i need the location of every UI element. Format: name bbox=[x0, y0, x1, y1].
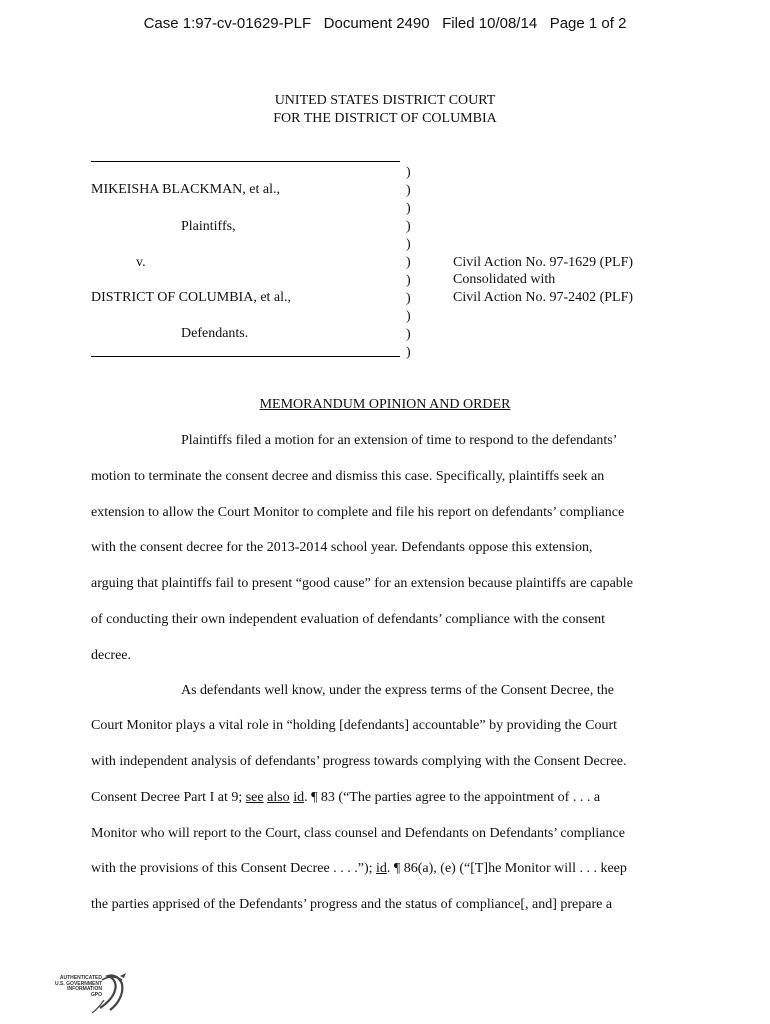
ecf-header bbox=[0, 15, 770, 32]
seal-line-2: U.S. GOVERNMENT bbox=[55, 980, 102, 987]
citation-also: also bbox=[267, 790, 290, 805]
body-line: Plaintiffs filed a motion for an extension of time to respond to the defendants’ bbox=[181, 433, 618, 448]
body-line: extension to allow the Court Monitor to complete and file his report on defendants’ compliance bbox=[91, 505, 625, 520]
body-line: motion to terminate the consent decree and dismiss this case. Specifically, plaintiffs seek an bbox=[91, 469, 605, 484]
header-case-number: Case 1:97-cv-01629-PLF bbox=[143, 15, 312, 32]
caption-top-rule bbox=[91, 161, 400, 162]
gpo-authentication-seal bbox=[44, 970, 130, 1016]
civil-action-number-1: Civil Action No. 97-1629 (PLF) bbox=[453, 255, 634, 270]
caption-defendant: DISTRICT OF COLUMBIA, et al., bbox=[91, 290, 292, 305]
court-name-line2: FOR THE DISTRICT OF COLUMBIA bbox=[273, 111, 497, 126]
consolidated-with: Consolidated with bbox=[453, 272, 556, 287]
court-name-line1: UNITED STATES DISTRICT COURT bbox=[274, 93, 496, 108]
header-document-number: Document 2490 bbox=[323, 15, 430, 32]
body-line: with the consent decree for the 2013-2014 school year. Defendants oppose this extension, bbox=[91, 540, 593, 555]
caption-plaintiff-role: Plaintiffs, bbox=[181, 219, 236, 234]
caption-plaintiff: MIKEISHA BLACKMAN, et al., bbox=[91, 182, 280, 197]
body-line: Consent Decree Part I at 9; see also id. ¶ 83 (“The parties agree to the appointment of . . . a bbox=[91, 790, 601, 805]
body-line: Monitor who will report to the Court, class counsel and Defendants on Defendants’ compliance bbox=[91, 826, 625, 841]
seal-line-4: GPO bbox=[90, 991, 102, 998]
caption-defendant-role: Defendants. bbox=[181, 326, 249, 341]
body-line: with independent analysis of defendants’ progress towards complying with the Consent Decree. bbox=[91, 754, 627, 769]
header-filed-date: Filed 10/08/14 bbox=[442, 15, 538, 32]
citation-id: id bbox=[293, 790, 305, 805]
header-page-number: Page 1 of 2 bbox=[549, 15, 627, 32]
body-line: the parties apprised of the Defendants’ progress and the status of compliance[, and] prepare a bbox=[91, 897, 613, 912]
body-line: As defendants well know, under the express terms of the Consent Decree, the bbox=[181, 683, 614, 698]
body-line: decree. bbox=[91, 648, 132, 663]
seal-line-3: INFORMATION bbox=[67, 986, 102, 992]
body-line: Court Monitor plays a vital role in “holding [defendants] accountable” by providing the Court bbox=[91, 718, 618, 733]
caption-bottom-rule bbox=[91, 356, 400, 357]
citation-see: see bbox=[245, 790, 264, 805]
caption-versus: v. bbox=[136, 255, 146, 270]
citation-id: id bbox=[376, 861, 387, 876]
document-title: MEMORANDUM OPINION AND ORDER bbox=[259, 397, 511, 412]
civil-action-number-2: Civil Action No. 97-2402 (PLF) bbox=[453, 290, 634, 305]
body-line: arguing that plaintiffs fail to present “good cause” for an extension because plaintiffs are capable bbox=[91, 576, 633, 591]
body-line: with the provisions of this Consent Decree . . . .”); id. ¶ 86(a), (e) (“[T]he Monitor will . . . keep bbox=[91, 861, 627, 876]
body-line: of conducting their own independent evaluation of defendants’ compliance with the consent bbox=[91, 612, 606, 627]
seal-line-1: AUTHENTICATED bbox=[59, 975, 102, 981]
